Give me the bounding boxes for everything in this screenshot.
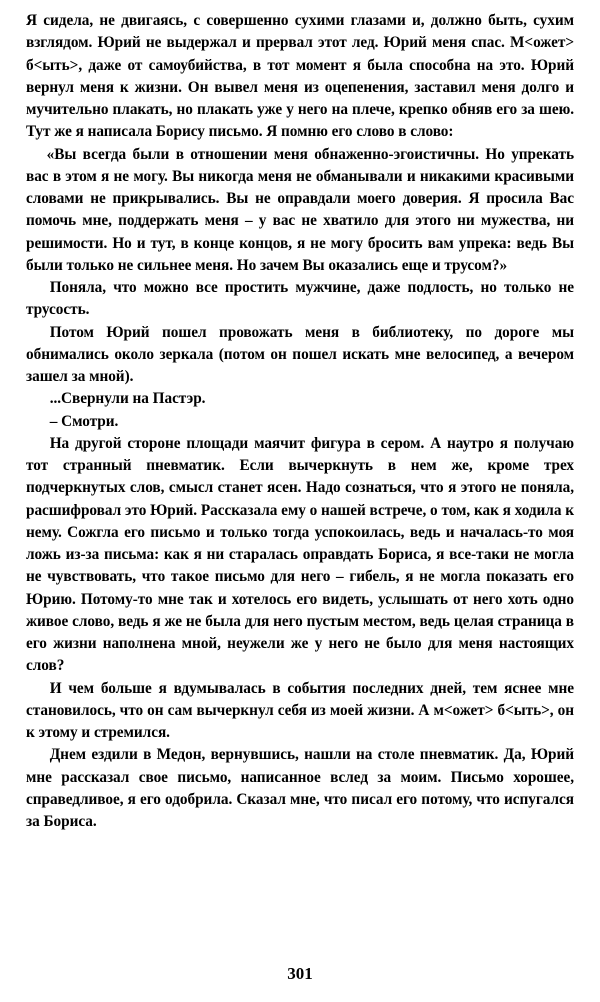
page-number: 301 — [287, 964, 313, 983]
paragraph: Я сидела, не двигаясь, с совершенно сухими глазами и, должно быть, сухим взглядом. Юрий не выдержал и прервал этот лед. Юрий меня спас. М<ожет> б<ыть>, даже от самоубийства, в тот момент я была способна на это. Юрий вернул меня к жизни. Он вывел меня из оцепенения, заставил меня долго и мучительно плакать, но плакать уже у него на плече, крепко обняв его за шею. Тут же я написала Борису письмо. Я помню его слово в слово: — [26, 12, 574, 141]
page-body — [26, 10, 574, 833]
paragraph: ...Свернули на Пастэр. — [49, 390, 206, 408]
paragraph: Днем ездили в Медон, вернувшись, нашли на столе пневматик. Да, Юрий мне рассказал свое письмо, написанное вслед за моим. Письмо хорошее, справедливое, я его одобрила. Сказал мне, что писал его потому, что испугался за Бориса. — [26, 746, 574, 830]
quoted-letter-paragraph: «Вы всегда были в отношении меня обнаженно-эгоистичны. Но упрекать вас в этом я не могу. Вы никогда меня не обманывали и никакими красивыми словами не прикрывались. Вы не оправдали моего доверия. Я просила Вас помочь мне, поддержать меня – у вас не хватило для этого ни мужества, ни решимости. Но и тут, в конце концов, я не могу бросить вам упрека: ведь Вы были только не сильнее меня. Но зачем Вы оказались еще и трусом?» — [26, 145, 574, 274]
paragraph: И чем больше я вдумывалась в события последних дней, тем яснее мне становилось, что он сам вычеркнул себя из моей жизни. А м<ожет> б<ыть>, он к этому и стремился. — [26, 679, 574, 741]
paragraph: Потом Юрий пошел провожать меня в библиотеку, по дороге мы обнимались около зеркала (потом он пошел искать мне велосипед, а вечером зашел за мной). — [26, 323, 574, 385]
paragraph: На другой стороне площади маячит фигура в сером. А наутро я получаю тот странный пневматик. Если вычеркнуть в нем же, кроме трех подчеркнутых слов, смысл станет ясен. Надо сознаться, что я этого не поняла, расшифровал это Юрий. Рассказала ему о нашей встрече, о том, как я ходила к нему. Сожгла его письмо и только тогда успокоилась, ведь и началась-то моя ложь из-за письма: как я ни старалась оправдать Бориса, я все-таки не могла не чувствовать, что такое письмо для него – гибель, я не могла показать его Юрию. Потому-то мне так и хотелось его видеть, услышать от него хоть одно живое слово, ведь я же не была для него пустым местом, ведь целая страница в его жизни наполнена мной, неужели же у него не было для меня настоящих слов? — [26, 434, 574, 675]
paragraph: Поняла, что можно все простить мужчине, даже подлость, но только не трусость. — [26, 279, 574, 319]
dialog-line: – Смотри. — [49, 412, 119, 430]
